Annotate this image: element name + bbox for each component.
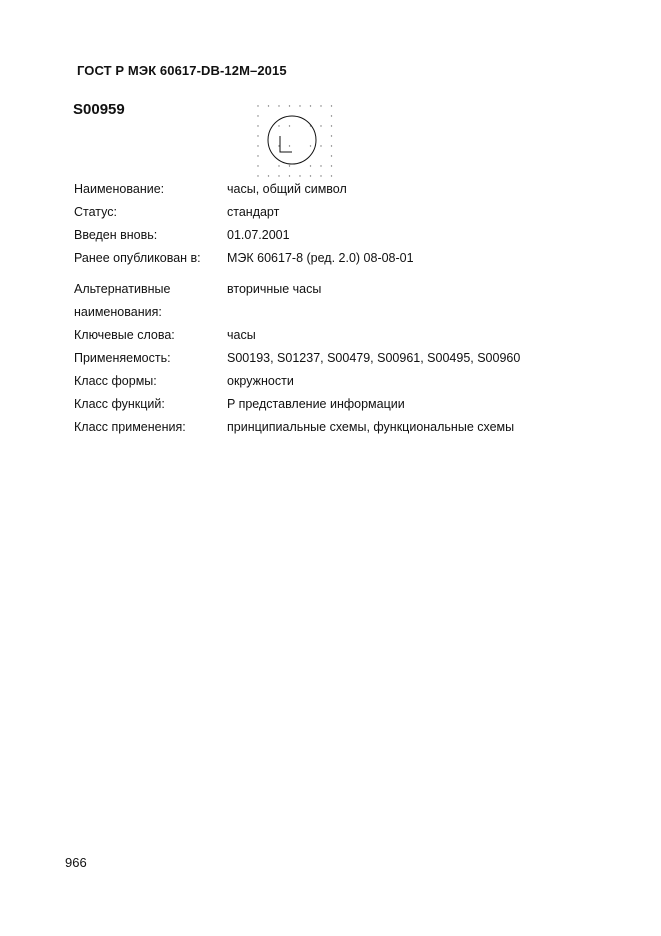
grid-dot — [310, 175, 311, 176]
grid-dot — [257, 125, 258, 126]
grid-dot — [257, 115, 258, 116]
grid-dot — [257, 165, 258, 166]
grid-dot — [320, 165, 321, 166]
grid-dot — [257, 175, 258, 176]
property-value: принципиальные схемы, функциональные схемы — [227, 420, 515, 434]
grid-dot — [331, 165, 332, 166]
property-row-status — [74, 201, 594, 224]
grid-dot — [278, 145, 279, 146]
grid-dot — [278, 105, 279, 106]
grid-dot — [310, 105, 311, 106]
property-value: P представление информации — [227, 397, 405, 411]
property-value: S00193, S01237, S00479, S00961, S00495, S00960 — [227, 351, 521, 365]
grid-dot — [320, 145, 321, 146]
grid-dot — [257, 105, 258, 106]
grid-dot — [289, 145, 290, 146]
property-label: Класс функций: — [74, 397, 165, 411]
page-number: 966 — [65, 855, 87, 870]
grid-dot — [320, 175, 321, 176]
grid-dot — [320, 105, 321, 106]
document-header: ГОСТ Р МЭК 60617-DB-12M–2015 — [77, 63, 287, 78]
property-row-shape-class — [74, 370, 594, 393]
property-row-alternative-names — [74, 278, 594, 324]
grid-dot — [331, 175, 332, 176]
property-value: вторичные часы — [227, 282, 322, 296]
property-row-previously-published — [74, 247, 594, 270]
grid-dot — [278, 165, 279, 166]
property-value: часы, общий символ — [227, 182, 347, 196]
grid-dot — [289, 165, 290, 166]
grid-dot — [331, 145, 332, 146]
property-label: Альтернативные наименования: — [74, 282, 171, 319]
property-value: часы — [227, 328, 256, 342]
property-label: Ключевые слова: — [74, 328, 175, 342]
grid-dot — [299, 175, 300, 176]
property-row-function-class — [74, 393, 594, 416]
grid-dot — [257, 135, 258, 136]
grid-dot — [299, 105, 300, 106]
grid-dot — [257, 145, 258, 146]
grid-dot — [268, 105, 269, 106]
symbol-code: S00959 — [73, 101, 125, 118]
property-row-introduced — [74, 224, 594, 247]
grid-dot — [310, 145, 311, 146]
property-label: Класс формы: — [74, 374, 157, 388]
property-row-application-class — [74, 416, 594, 439]
grid-dot — [331, 115, 332, 116]
grid-dot — [331, 105, 332, 106]
grid-dot — [289, 105, 290, 106]
property-label: Статус: — [74, 205, 117, 219]
property-label: Введен вновь: — [74, 228, 158, 242]
property-label: Применяемость: — [74, 351, 171, 365]
property-row-keywords — [74, 324, 594, 347]
grid-dot — [310, 165, 311, 166]
properties-list — [74, 178, 594, 439]
property-row-applicability — [74, 347, 594, 370]
property-value: стандарт — [227, 205, 280, 219]
clock-symbol-graphic — [254, 102, 334, 178]
grid-dot — [268, 175, 269, 176]
grid-dot — [289, 175, 290, 176]
grid-dot — [289, 125, 290, 126]
property-label: Наименование: — [74, 182, 165, 196]
grid-dot — [320, 125, 321, 126]
grid-dot — [331, 135, 332, 136]
grid-dot — [278, 175, 279, 176]
property-value: МЭК 60617-8 (ред. 2.0) 08-08-01 — [227, 251, 414, 265]
property-value: окружности — [227, 374, 294, 388]
property-label: Класс применения: — [74, 420, 186, 434]
grid-dot — [278, 125, 279, 126]
grid-dot — [257, 155, 258, 156]
property-value: 01.07.2001 — [227, 228, 290, 242]
clock-symbol-icon — [254, 102, 334, 178]
property-label: Ранее опубликован в: — [74, 251, 201, 265]
property-row-name — [74, 178, 594, 201]
grid-dot — [331, 155, 332, 156]
grid-dot — [331, 125, 332, 126]
